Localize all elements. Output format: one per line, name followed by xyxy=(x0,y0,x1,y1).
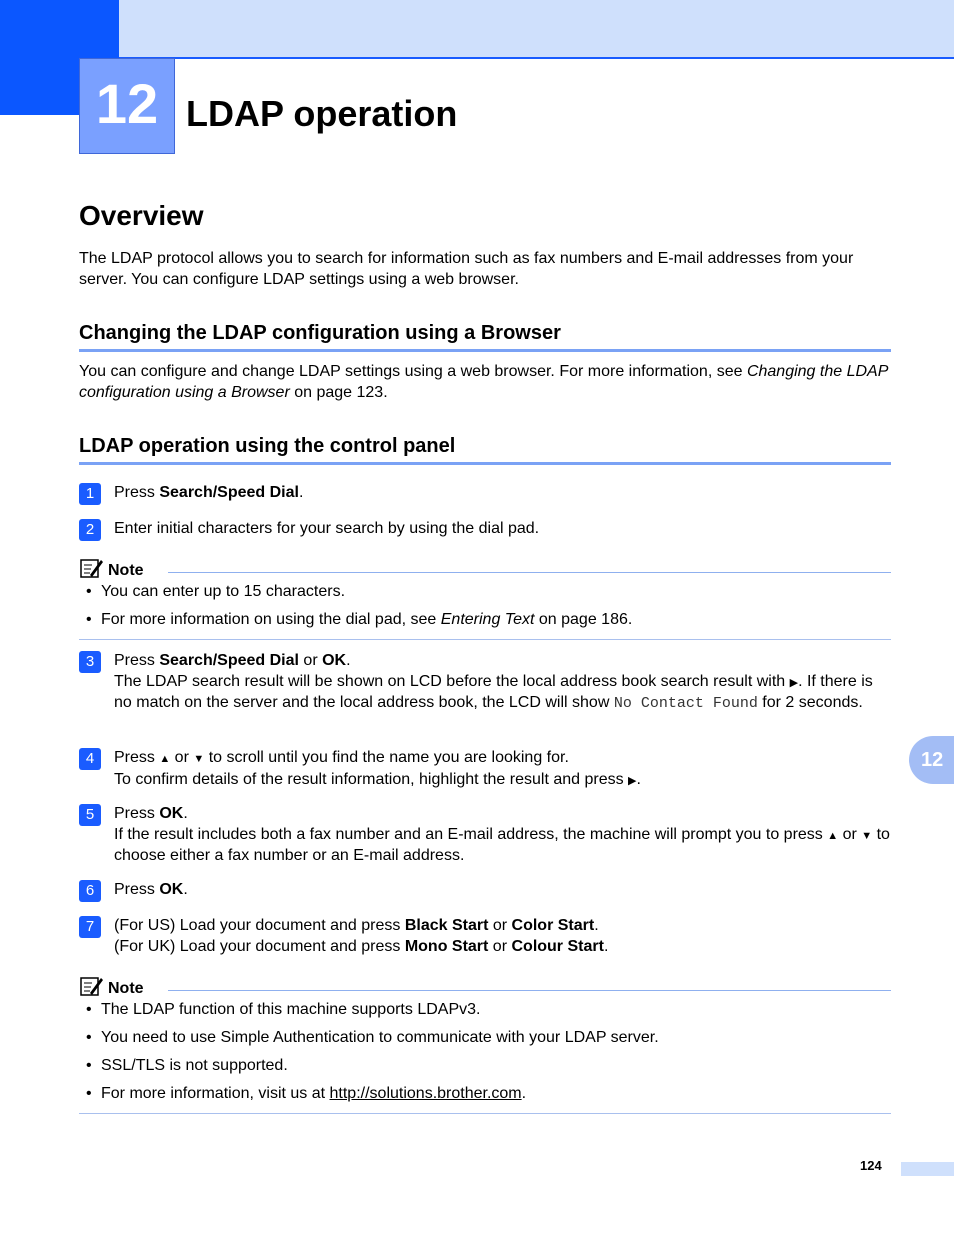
overview-heading: Overview xyxy=(79,200,204,231)
note-heading: Note xyxy=(80,975,144,999)
section-browser-text: You can configure and change LDAP settings using a web browser. For more information, see Changing the LDAP configuration using a Browser on page 123. xyxy=(79,363,888,401)
note-bullet: • You need to use Simple Authentication to communicate with your LDAP server. xyxy=(86,1029,659,1046)
step-number: 6 xyxy=(79,880,101,902)
step-number: 5 xyxy=(79,804,101,826)
up-arrow-icon: ▲ xyxy=(827,829,839,842)
header-band xyxy=(0,0,954,58)
note-end-rule xyxy=(79,1113,891,1114)
note-bullet: • SSL/TLS is not supported. xyxy=(86,1057,288,1074)
step-number: 3 xyxy=(79,651,101,673)
step-number: 7 xyxy=(79,916,101,938)
note-rule xyxy=(168,990,891,991)
step-7: 7 (For US) Load your document and press Black Start or Color Start. (For UK) Load your document and press Mono Start or Colour Start. xyxy=(79,916,891,957)
step-3: 3 Press Search/Speed Dial or OK. The LDAP search result will be shown on LCD before the local address book search result with ▶. If there is no match on the server and the local address book, the LCD will show No Contact Found for 2 seconds. xyxy=(79,651,891,715)
step-6: 6 Press OK. xyxy=(79,880,891,901)
step-4: 4 Press ▲ or ▼ to scroll until you find the name you are looking for. To confirm details of the result information, highlight the result and press ▶. xyxy=(79,748,891,791)
step-5: 5 Press OK. If the result includes both a fax number and an E-mail address, the machine will prompt you to press ▲ or ▼ to choose either a fax number or an E-mail address. xyxy=(79,804,891,867)
note-bullet: • You can enter up to 15 characters. xyxy=(86,583,346,600)
down-arrow-icon: ▼ xyxy=(861,829,873,842)
overview-text: The LDAP protocol allows you to search for information such as fax numbers and E-mail addresses from your server. You can configure LDAP settings using a web browser. xyxy=(79,250,854,288)
note-bullet: • The LDAP function of this machine supports LDAPv3. xyxy=(86,1001,481,1018)
section-heading-control-panel: LDAP operation using the control panel xyxy=(79,435,456,457)
step-2: 2 Enter initial characters for your search by using the dial pad. xyxy=(79,519,891,540)
section-rule xyxy=(79,462,891,465)
up-arrow-icon: ▲ xyxy=(159,753,171,765)
right-arrow-icon: ▶ xyxy=(628,774,637,787)
cross-reference: Changing the LDAP configuration using a Browser xyxy=(79,363,888,401)
right-arrow-icon: ▶ xyxy=(789,676,799,689)
note-pencil-icon xyxy=(80,975,104,997)
lcd-message: No Contact Found xyxy=(613,695,758,712)
chapter-number: 12 xyxy=(79,58,175,154)
chapter-side-tab: 12 xyxy=(909,736,954,784)
step-number: 4 xyxy=(79,748,101,770)
section-rule xyxy=(79,349,891,352)
note-bullet: • For more information, visit us at http://solutions.brother.com. xyxy=(86,1085,527,1102)
page-number-bar xyxy=(901,1162,954,1176)
step-1: 1 Press Search/Speed Dial. xyxy=(79,483,891,504)
note-heading: Note xyxy=(80,557,144,581)
solutions-link[interactable]: http://solutions.brother.com xyxy=(329,1085,522,1102)
note-pencil-icon xyxy=(80,557,104,579)
step-number: 2 xyxy=(79,519,101,541)
page-number: 124 xyxy=(860,1158,882,1173)
down-arrow-icon: ▼ xyxy=(193,753,205,765)
chapter-title: LDAP operation xyxy=(186,93,458,134)
note-rule xyxy=(168,572,891,573)
note-end-rule xyxy=(79,639,891,640)
note-bullet: • For more information on using the dial pad, see Entering Text on page 186. xyxy=(86,611,633,628)
section-heading-browser: Changing the LDAP configuration using a Browser xyxy=(79,322,561,344)
header-line xyxy=(118,57,954,59)
step-number: 1 xyxy=(79,483,101,505)
